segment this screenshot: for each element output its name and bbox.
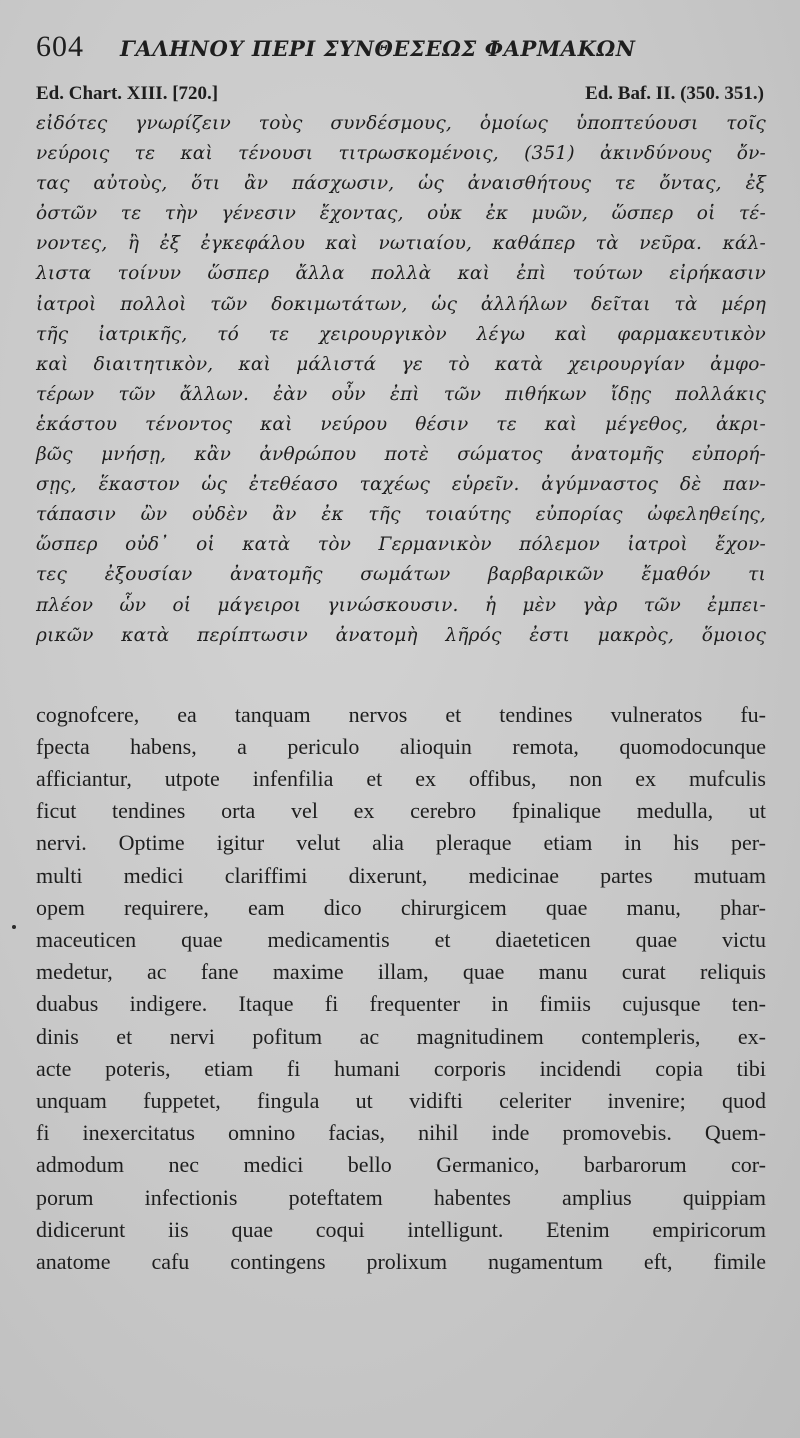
greek-text-line: ρικῶν κατὰ περίπτωσιν ἀνατομὴ λῆρός ἐστι μακρὸς, ὅμοιος [36,624,766,646]
greek-text-line: ἑκάστου τένοντος καὶ νεύρου θέσιν τε καὶ μέγεθος, ἀκρι- [36,413,766,435]
latin-text-line: unquam fuppetet, fingula ut vidifti celeriter invenire; quod [36,1087,766,1113]
greek-text-line: ἰατροὶ πολλοὶ τῶν δοκιμωτάτων, ὡς ἀλλήλων δεῖται τὰ μέρη [36,293,766,315]
greek-text-line: πλέον ὧν οἱ μάγειροι γινώσκουσιν. ἡ μὲν γὰρ τῶν ἐμπει- [36,594,766,616]
greek-text-line: ὥσπερ οὐδ᾽ οἱ κατὰ τὸν Γερμανικὸν πόλεμον ἰατροὶ ἔχον- [36,534,766,556]
latin-text-line: fi inexercitatus omnino facias, nihil inde promovebis. Quem- [36,1120,766,1146]
greek-text-line: τάπασιν ὢν οὐδὲν ἂν ἐκ τῆς τοιαύτης εὐπορίας ὠφεληθείης, [36,504,766,526]
latin-text-line: opem requirere, eam dico chirurgicem quae manu, phar- [36,894,766,920]
latin-text-line: maceuticen quae medicamentis et diaeteticen quae victu [36,927,766,952]
greek-text-column [36,109,766,651]
greek-text-line: σῃς, ἕκαστον ὡς ἐτεθέασο ταχέως εὑρεῖν. ἀγύμναστος δὲ παν- [36,474,766,496]
latin-text-line: acte poteris, etiam fi humani corporis incidendi copia tibi [36,1055,766,1081]
greek-text-line: νεύροις τε καὶ τένουσι τιτρωσκομένοις, (351) ἀκινδύνους ὄν- [36,143,766,165]
latin-text-line: duabus indigere. Itaque fi frequenter in fimiis cujusque ten- [36,991,766,1017]
edition-reference-line [36,83,766,105]
latin-text-line: afficiantur, utpote infenfilia et ex offibus, non ex mufculis [36,766,766,792]
latin-text-line: didicerunt iis quae coqui intelligunt. Etenim empiricorum [36,1216,766,1242]
greek-text-line: ὀστῶν τε τὴν γένεσιν ἔχοντας, οὐκ ἐκ μυῶν, ὥσπερ οἱ τέ- [36,203,766,225]
greek-text-line: νοντες, ἢ ἐξ ἐγκεφάλου καὶ νωτιαίου, καθάπερ τὰ νεῦρα. κάλ- [36,233,766,255]
edition-chartier-reference: Ed. Chart. XIII. [720.] [36,83,219,104]
latin-text-line: multi medici clariffimi dixerunt, medicinae partes mutuam [36,862,766,888]
greek-text-line: καὶ διαιτητικὸν, καὶ μάλιστά γε τὸ κατὰ χειρουργίαν ἀμφο- [36,353,766,375]
running-title: ΓΑΛΗΝΟΥ ΠΕΡΙ ΣΥΝΘΕΣΕΩΣ ΦΑΡΜΑΚΩΝ [120,36,636,61]
margin-dot-mark [12,925,16,929]
greek-text-line: εἰδότες γνωρίζειν τοὺς συνδέσμους, ὁμοίως ὑποπτεύουσι τοῖς [36,113,766,134]
greek-text-line: τας αὐτοὺς, ὅτι ἂν πάσχωσιν, ὡς ἀναισθήτους τε ὄντας, ἐξ [36,173,766,195]
greek-text-line: τες ἐξουσίαν ἀνατομῆς σωμάτων βαρβαρικῶν ἔμαθόν τι [36,564,766,586]
greek-text-line: τέρων τῶν ἄλλων. ἐὰν οὖν ἐπὶ τῶν πιθήκων ἴδῃς πολλάκις [36,383,766,405]
latin-text-column [36,699,766,1278]
latin-text-line: medetur, ac fane maxime illam, quae manu curat reliquis [36,959,766,985]
page-number: 604 [36,30,84,63]
latin-text-line: dinis et nervi pofitum ac magnitudinem contempleris, ex- [36,1023,766,1049]
greek-text-line: τῆς ἰατρικῆς, τό τε χειρουργικὸν λέγω καὶ φαρμακευτικὸν [36,323,766,345]
greek-text-line: λιστα τοίνυν ὥσπερ ἄλλα πολλὰ καὶ ἐπὶ τούτων εἰρήκασιν [36,263,766,285]
running-head [36,30,766,80]
edition-basel-reference: Ed. Baf. II. (350. 351.) [585,83,764,104]
latin-text-line: cognofcere, ea tanquam nervos et tendines vulneratos fu- [36,701,766,727]
latin-text-line: anatome cafu contingens prolixum nugamentum eft, fimile [36,1248,766,1274]
latin-text-line: admodum nec medici bello Germanico, barbarorum cor- [36,1152,766,1178]
latin-text-line: nervi. Optime igitur velut alia pleraque etiam in his per- [36,830,766,856]
latin-text-line: fpecta habens, a periculo alioquin remota, quomodocunque [36,733,766,759]
latin-text-line: porum infectionis poteftatem habentes amplius quippiam [36,1184,766,1210]
greek-text-line: βῶς μνήσῃ, κἂν ἀνθρώπου ποτὲ σώματος ἀνατομῆς εὐπορή- [36,444,766,466]
latin-text-line: ficut tendines orta vel ex cerebro fpinalique medulla, ut [36,798,766,824]
